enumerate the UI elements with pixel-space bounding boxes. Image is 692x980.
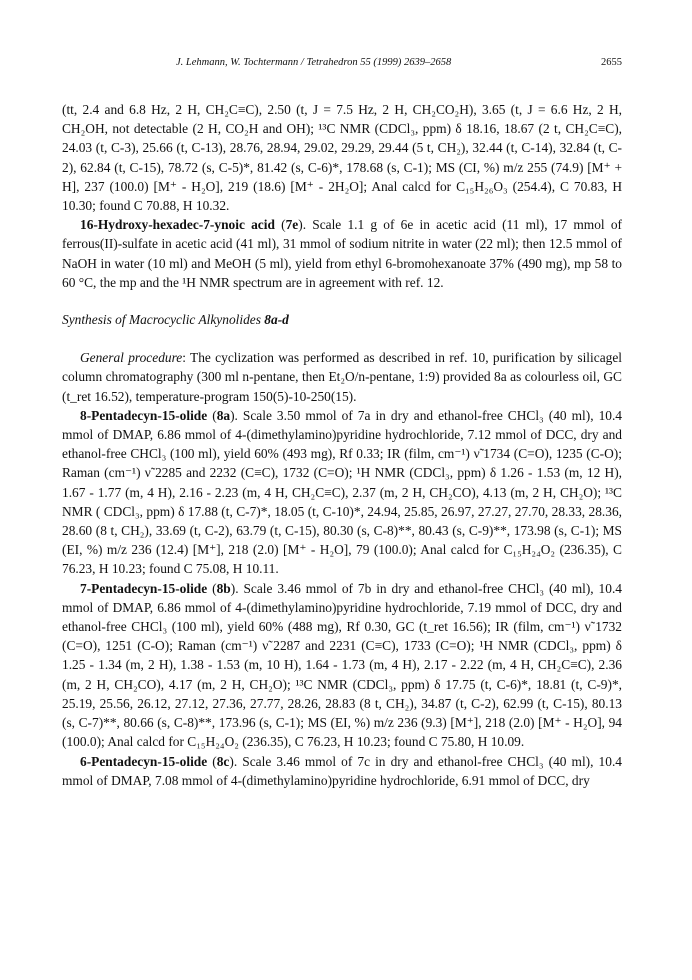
compound-procedure: . Scale 1.1 g of 6e in acetic acid (11 ml), 17 mmol of ferrous(II)-sulfate in acetic acid (41 ml), 31 mmol of sodium nitrite in water (22 ml); then 12.5 mmol of NaOH in water (10 ml) and MeOH (5 ml), yield from ethyl 6-bromohexanoate 37% (490 mg), mp 58 to 60 °C, the mp and the ¹H NMR spectrum are in agreement with ref. 12. [62, 217, 622, 290]
general-procedure-paragraph [62, 348, 622, 406]
compound-8b-paragraph: 7-Pentadecyn-15-olide (8b). Scale 3.46 mmol of 7b in dry and ethanol-free CHCl₃ (40 ml), 10.4 mmol of DMAP, 6.86 mmol of 4-(dimethylamino)pyridine hydrochloride, 7.19 mmol of DCC, dry and ethanol-free CHCl₃ (100 ml), yield 60% (488 mg), Rf 0.30, GC (t_ret 16.56); IR (film, cm⁻¹) ν̃ 1732 (C=O), 1251 (C-O); Raman (cm⁻¹) ν̃ 2287 and 2231 (C≡C), 1733 (C=O); ¹H NMR (CDCl₃, ppm) δ 1.25 - 1.34 (m, 2 H), 1.38 - 1.53 (m, 10 H), 1.64 - 1.73 (m, 4 H), 2.17 - 2.22 (m, 4 H, CH₂C≡C), 2.36 (m, 2 H, CH₂CO), 4.17 (m, 2 H, CH₂O); ¹³C NMR (CDCl₃, ppm) δ 17.75 (t, C-6)*, 18.81 (t, C-9)*, 25.19, 25.56, 26.12, 27.12, 27.36, 27.77, 28.26, 28.83 (8 t, CH₂), 34.87 (t, C-2), 62.99 (t, C-15), 80.13 (s, C-7)**, 80.66 (s, C-8)**, 173.96 (s, C-1); MS (EI, %) m/z 236 (9.3) [M⁺], 218 (2.0) [M⁺ - H₂O], 94 (100.0); Anal calcd for C₁₅H₂₄O₂ (236.35), C 76.23, H 10.23; found C 75.80, H 10.09. [62, 580, 622, 750]
general-procedure-lead: General procedure [80, 350, 183, 366]
section-heading-text: Synthesis of Macrocyclic Alkynolides [62, 312, 261, 328]
spacer [62, 329, 622, 348]
compound-label: 7e [285, 217, 299, 233]
nmr-data-paragraph: (tt, 2.4 and 6.8 Hz, 2 H, CH₂C≡C), 2.50 (t, J = 7.5 Hz, 2 H, CH₂CO₂H), 3.65 (t, J = 6.6 Hz, 2 H, CH₂OH, not detectable (2 H, CO₂H and OH); ¹³C NMR (CDCl₃, ppm) δ 18.16, 18.67 (2 t, CH₂C≡C), 24.03 (t, C-3), 25.66 (t, C-13), 28.76, 28.94, 29.02, 29.29, 29.44 (5 t, CH₂), 32.44 (t, C-14), 32.84 (t, C-2), 62.84 (t, C-15), 78.72 (s, C-5)*, 81.42 (s, C-6)*, 178.68 (s, C-1); MS (CI, %) m/z 255 (74.9) [M⁺ + H], 237 (100.0) [M⁺ - H₂O], 219 (18.6) [M⁺ - 2H₂O]; Anal calcd for C₁₅H₂₆O₃ (254.4), C 70.83, H 10.30; found C 70.88, H 10.32. [62, 102, 622, 214]
compound-name: 16-Hydroxy-hexadec-7-ynoic acid [80, 217, 275, 233]
compound-name: 8-Pentadecyn-15-olide [80, 407, 208, 423]
compound-label: 8a [216, 407, 231, 423]
compound-procedure: . Scale 3.46 mmol of 7b in dry and ethanol-free CHCl₃ (40 ml), 10.4 mmol of DMAP, 6.86 mmol of 4-(dimethylamino)pyridine hydrochloride, 7.19 mmol of DCC, dry and ethanol-free CHCl₃ (100 ml), yield 60% (488 mg), Rf 0.30, GC (t_ret 16.56); IR (film, cm⁻¹) ν̃ 1732 (C=O), 1251 (C-O); Raman (cm⁻¹) ν̃ 2287 and 2231 (C≡C), 1733 (C=O); ¹H NMR (CDCl₃, ppm) δ 1.25 - 1.34 (m, 2 H), 1.38 - 1.53 (m, 10 H), 1.64 - 1.73 (m, 4 H), 2.17 - 2.22 (m, 4 H, CH₂C≡C), 2.36 (m, 2 H, CH₂CO), 4.17 (m, 2 H, CH₂O); ¹³C NMR (CDCl₃, ppm) δ 17.75 (t, C-6)*, 18.81 (t, C-9)*, 25.19, 25.56, 26.12, 27.12, 27.36, 27.77, 28.26, 28.83 (8 t, CH₂), 34.87 (t, C-2), 62.99 (t, C-15), 80.13 (s, C-7)**, 80.66 (s, C-8)**, 173.96 (s, C-1); MS (EI, %) m/z 236 (9.3) [M⁺], 218 (2.0) [M⁺ - H₂O], 94 (100.0); Anal calcd for C₁₅H₂₄O₂ (236.35), C 76.23, H 10.23; found C 75.80, H 10.09. [62, 580, 622, 750]
page-number: 2655 [601, 57, 622, 68]
compound-8c-paragraph: 6-Pentadecyn-15-olide (8c). Scale 3.46 mmol of 7c in dry and ethanol-free CHCl₃ (40 ml), 10.4 mmol of DMAP, 7.08 mmol of 4-(dimethylamino)pyridine hydrochloride, 6.91 mmol of DCC, dry [62, 753, 622, 788]
section-heading [62, 310, 622, 329]
compound-name: 6-Pentadecyn-15-olide [80, 753, 208, 769]
compound-procedure: . Scale 3.46 mmol of 7c in dry and ethanol-free CHCl₃ (40 ml), 10.4 mmol of DMAP, 7.08 mmol of 4-(dimethylamino)pyridine hydrochloride, 6.91 mmol of DCC, dry [62, 753, 622, 788]
compound-label: 8b [216, 580, 231, 596]
compound-name: 7-Pentadecyn-15-olide [80, 580, 208, 596]
general-procedure-text: : The cyclization was performed as described in ref. 10, purification by silicagel column chromatography (300 ml n-pentane, then Et₂O/n-pentane, 1:9) provided 8a as colourless oil, GC (t_ret 16.52), temperature-program 150(5)-10-250(15). [62, 350, 622, 404]
section-heading-label: 8a-d [264, 312, 289, 328]
compound-procedure: . Scale 3.50 mmol of 7a in dry and ethanol-free CHCl₃ (40 ml), 10.4 mmol of DMAP, 6.86 mmol of 4-(dimethylamino)pyridine hydrochloride, 7.12 mmol of DCC, dry and ethanol-free CHCl₃ (100 ml), yield 60% (493 mg), Rf 0.33; IR (film, cm⁻¹) ν̃ 1734 (C=O), 1235 (C-O); Raman (cm⁻¹) ν̃ 2285 and 2232 (C≡C), 1732 (C=O); ¹H NMR (CDCl₃, ppm) δ 1.26 - 1.53 (m, 12 H), 1.67 - 1.77 (m, 4 H), 2.16 - 2.23 (m, 4 H, CH₂C≡C), 2.37 (m, 2 H, CH₂CO), 4.13 (m, 2 H, CH₂O); ¹³C NMR ( CDCl₃, ppm) δ 17.88 (t, C-7)*, 18.05 (t, C-10)*, 24.94, 25.85, 26.97, 27.27, 27.70, 28.33, 28.36, 28.60 (8 t, CH₂), 33.69 (t, C-2), 63.79 (t, C-15), 80.30 (s, C-8)**, 80.43 (s, C-9)**, 173.98 (s, C-1); MS (EI, %) m/z 236 (12.4) [M⁺], 218 (2.0) [M⁺ - H₂O], 79 (100.0); Anal calcd for C₁₅H₂₄O₂ (236.35), C 76.23, H 10.23; found C 75.08, H 10.11. [62, 407, 623, 577]
compound-label: 8c [216, 753, 230, 769]
article-body [62, 100, 622, 790]
compound-8a-paragraph: 8-Pentadecyn-15-olide (8a). Scale 3.50 mmol of 7a in dry and ethanol-free CHCl₃ (40 ml), 10.4 mmol of DMAP, 6.86 mmol of 4-(dimethylamino)pyridine hydrochloride, 7.12 mmol of DCC, dry and ethanol-free CHCl₃ (100 ml), yield 60% (493 mg), Rf 0.33; IR (film, cm⁻¹) ν̃ 1734 (C=O), 1235 (C-O); Raman (cm⁻¹) ν̃ 2285 and 2232 (C≡C), 1732 (C=O); ¹H NMR (CDCl₃, ppm) δ 1.26 - 1.53 (m, 12 H), 1.67 - 1.77 (m, 4 H), 2.16 - 2.23 (m, 4 H, CH₂C≡C), 2.37 (m, 2 H, CH₂CO), 4.13 (m, 2 H, CH₂O); ¹³C NMR ( CDCl₃, ppm) δ 17.88 (t, C-7)*, 18.05 (t, C-10)*, 24.94, 25.85, 26.97, 27.27, 27.70, 28.33, 28.36, 28.60 (8 t, CH₂), 33.69 (t, C-2), 63.79 (t, C-15), 80.30 (s, C-8)**, 80.43 (s, C-9)**, 173.98 (s, C-1); MS (EI, %) m/z 236 (12.4) [M⁺], 218 (2.0) [M⁺ - H₂O], 79 (100.0); Anal calcd for C₁₅H₂₄O₂ (236.35), C 76.23, H 10.23; found C 75.08, H 10.11. [62, 407, 623, 577]
spacer [62, 292, 622, 310]
running-head: J. Lehmann, W. Tochtermann / Tetrahedron 55 (1999) 2639–2658 [176, 57, 452, 68]
compound-7e-paragraph: 16-Hydroxy-hexadec-7-ynoic acid (7e). Scale 1.1 g of 6e in acetic acid (11 ml), 17 mmol of ferrous(II)-sulfate in acetic acid (41 ml), 31 mmol of sodium nitrite in water (22 ml); then 12.5 mmol of NaOH in water (10 ml) and MeOH (5 ml), yield from ethyl 6-bromohexanoate 37% (490 mg), mp 58 to 60 °C, the mp and the ¹H NMR spectrum are in agreement with ref. 12. [62, 217, 622, 290]
